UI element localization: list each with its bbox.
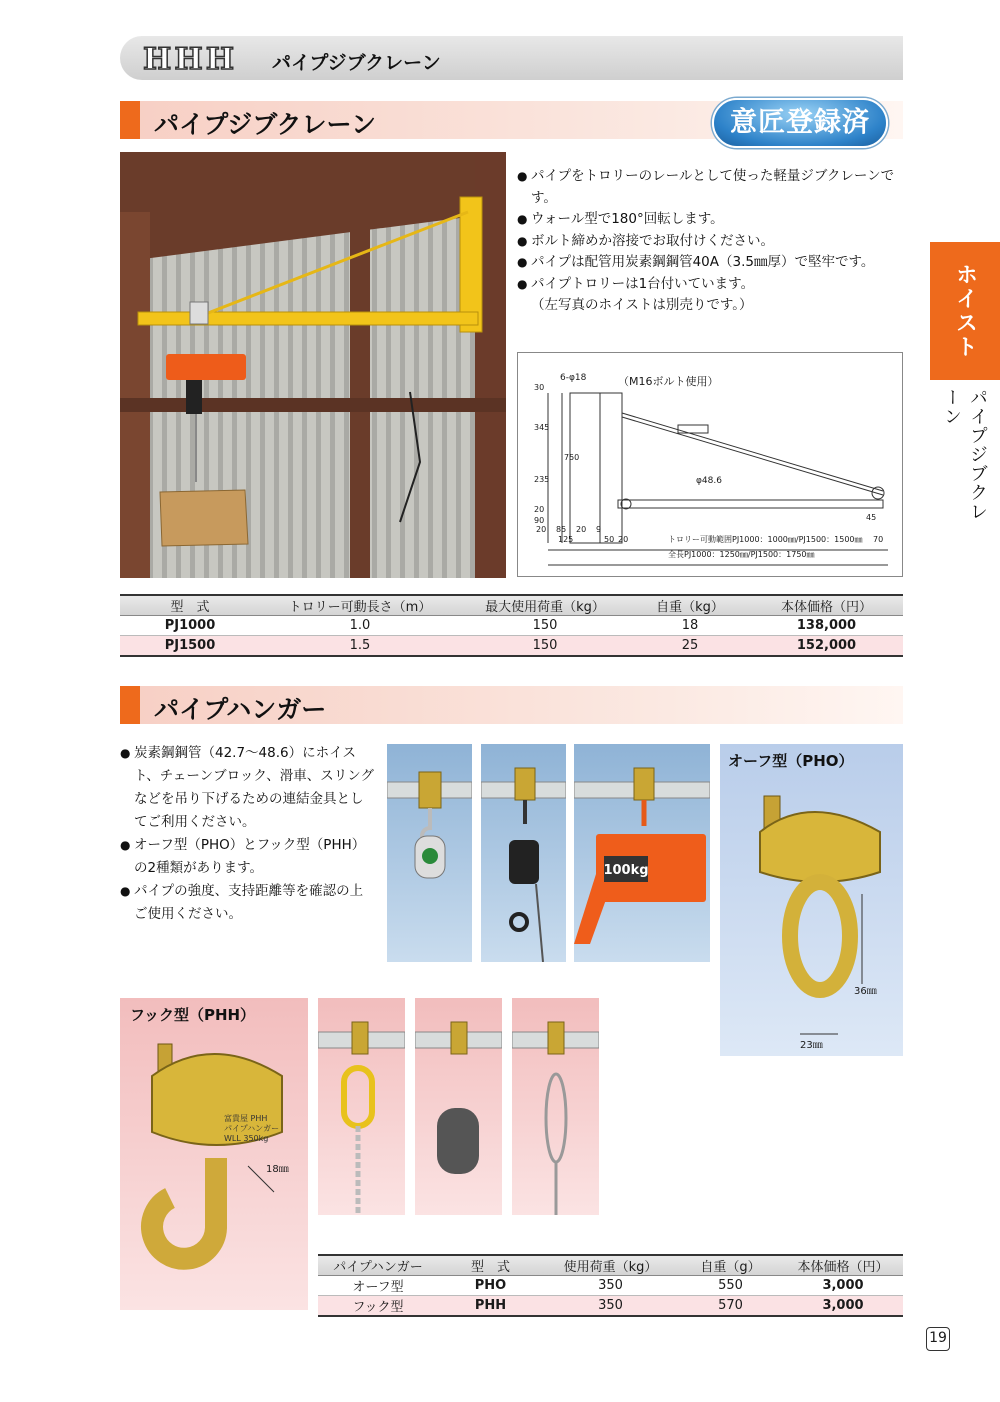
dim-label: 20	[618, 535, 629, 544]
pho-dim-height: 36㎜	[854, 986, 877, 997]
phh-panel	[120, 998, 308, 1310]
dim-label: 20	[534, 505, 545, 514]
page-title: パイプジブクレーン	[272, 52, 441, 74]
dim-label: 750	[564, 453, 580, 462]
jib-crane-photo	[120, 152, 506, 578]
pipe-hanger-spec-table	[318, 1254, 903, 1317]
col-header: 型 式	[120, 595, 260, 616]
table-cell: 1.5	[260, 636, 460, 656]
brand-logo: HHH	[143, 42, 238, 77]
model-cell: PJ1000	[120, 616, 260, 636]
section-title: パイプジブクレーン	[154, 110, 377, 139]
price-cell: 152,000	[750, 636, 903, 656]
table-cell: 1.0	[260, 616, 460, 636]
model-cell: PJ1500	[120, 636, 260, 656]
stamp-line: WLL 350kg	[224, 1134, 269, 1143]
table-cell: 350	[543, 1276, 678, 1296]
usage-photo-hoist	[574, 744, 710, 962]
table-row	[120, 616, 903, 636]
dim-label: 20	[536, 525, 547, 534]
pho-dim-width: 23㎜	[800, 1040, 823, 1051]
table-cell: オーフ型	[318, 1276, 438, 1296]
dim-label: 85	[556, 525, 567, 534]
feature-note: （左写真のホイストは別売りです。）	[531, 297, 753, 313]
bolt-note: （M16ボルト使用）	[618, 375, 719, 388]
dim-label: 90	[534, 516, 545, 525]
section-marker	[120, 686, 140, 724]
feature-item: ● オーフ型（PHO）とフック型（PHH）の2種類があります。	[120, 834, 375, 880]
pho-panel	[720, 744, 903, 1056]
col-header: 使用荷重（kg）	[543, 1255, 678, 1276]
price-cell: 3,000	[783, 1296, 903, 1317]
pipe-diameter: φ48.6	[696, 476, 722, 486]
price-cell: 138,000	[750, 616, 903, 636]
col-header: 最大使用荷重（kg）	[460, 595, 630, 616]
table-cell: 570	[678, 1296, 783, 1317]
table-cell: 150	[460, 636, 630, 656]
usage-photo-swivel	[387, 744, 472, 962]
feature-item: ● パイプは配管用炭素鋼鋼管40A（3.5㎜厚）で堅牢です。	[517, 252, 907, 274]
table-cell: フック型	[318, 1296, 438, 1317]
total-length: 全長PJ1000：1250㎜/PJ1500：1750㎜	[668, 550, 815, 559]
section-marker	[120, 101, 140, 139]
table-row	[318, 1276, 903, 1296]
feature-item: ● 炭素鋼鋼管（42.7～48.6）にホイスト、チェーンブロック、滑車、スリングなどを吊り下げるための連結金具としてご利用ください。	[120, 742, 375, 834]
table-cell: 550	[678, 1276, 783, 1296]
usage-photo-chainblock	[481, 744, 566, 962]
pho-label: オーフ型（PHO）	[728, 752, 854, 770]
phh-label: フック型（PHH）	[130, 1006, 256, 1024]
header-bar	[120, 36, 903, 80]
pipe-hanger-features	[120, 742, 375, 926]
dimension-drawing	[517, 352, 903, 577]
feature-item: ● ウォール型で180°回転します。	[517, 209, 907, 231]
trolley-range: トロリー可動範囲PJ1000：1000㎜/PJ1500：1500㎜	[668, 535, 863, 544]
feature-item: ● パイプをトロリーのレールとして使った軽量ジブクレーンです。	[517, 166, 907, 209]
stamp-line: 富貴屋 PHH	[224, 1114, 268, 1123]
col-header: 自重（g）	[678, 1255, 783, 1276]
usage-photo-sling	[318, 998, 405, 1215]
side-tab-sub: パイプジブクレーン	[941, 388, 988, 521]
stamp-line: パイプハンガー	[224, 1124, 280, 1133]
page-number: 19	[926, 1327, 950, 1351]
dim-label: 20	[576, 525, 587, 534]
table-row	[318, 1296, 903, 1317]
dim-label: 235	[534, 475, 550, 484]
jib-crane-spec-table	[120, 594, 903, 657]
jib-crane-features	[517, 166, 907, 317]
dim-label: 70	[873, 535, 884, 544]
col-header: 本体価格（円）	[783, 1255, 903, 1276]
design-registered-badge: 意匠登録済	[712, 98, 888, 148]
col-header: パイプハンガー	[318, 1255, 438, 1276]
model-cell: PHH	[438, 1296, 543, 1317]
dim-label: 9	[596, 525, 602, 534]
dim-label: 30	[534, 383, 545, 392]
dim-label: 50	[604, 535, 615, 544]
hoist-capacity-label: 100kg	[603, 863, 649, 878]
col-header: 自重（kg）	[630, 595, 750, 616]
price-cell: 3,000	[783, 1276, 903, 1296]
dim-label: 345	[534, 423, 550, 432]
dim-label: 45	[866, 513, 877, 522]
table-cell: 350	[543, 1296, 678, 1317]
col-header: トロリー可動長さ（m）	[260, 595, 460, 616]
usage-photo-wire-rope	[512, 998, 599, 1215]
table-row	[120, 636, 903, 656]
section-header-pipe-hanger	[120, 686, 903, 724]
col-header: 型 式	[438, 1255, 543, 1276]
side-tab-label: ホイスト	[952, 263, 978, 359]
hole-note: 6-φ18	[560, 373, 587, 383]
feature-item: ● ボルト締めか溶接でお取付けください。	[517, 231, 907, 253]
usage-photo-pulley	[415, 998, 502, 1215]
model-cell: PHO	[438, 1276, 543, 1296]
phh-dim: 18㎜	[266, 1164, 289, 1175]
table-cell: 25	[630, 636, 750, 656]
feature-item: ● パイプの強度、支持距離等を確認の上ご使用ください。	[120, 880, 375, 926]
feature-item: ● パイプトロリーは1台付いています。	[517, 274, 907, 296]
section-title: パイプハンガー	[154, 695, 327, 724]
col-header: 本体価格（円）	[750, 595, 903, 616]
dim-label: 125	[558, 535, 574, 544]
table-cell: 150	[460, 616, 630, 636]
product-stamp	[224, 1114, 279, 1144]
table-cell: 18	[630, 616, 750, 636]
